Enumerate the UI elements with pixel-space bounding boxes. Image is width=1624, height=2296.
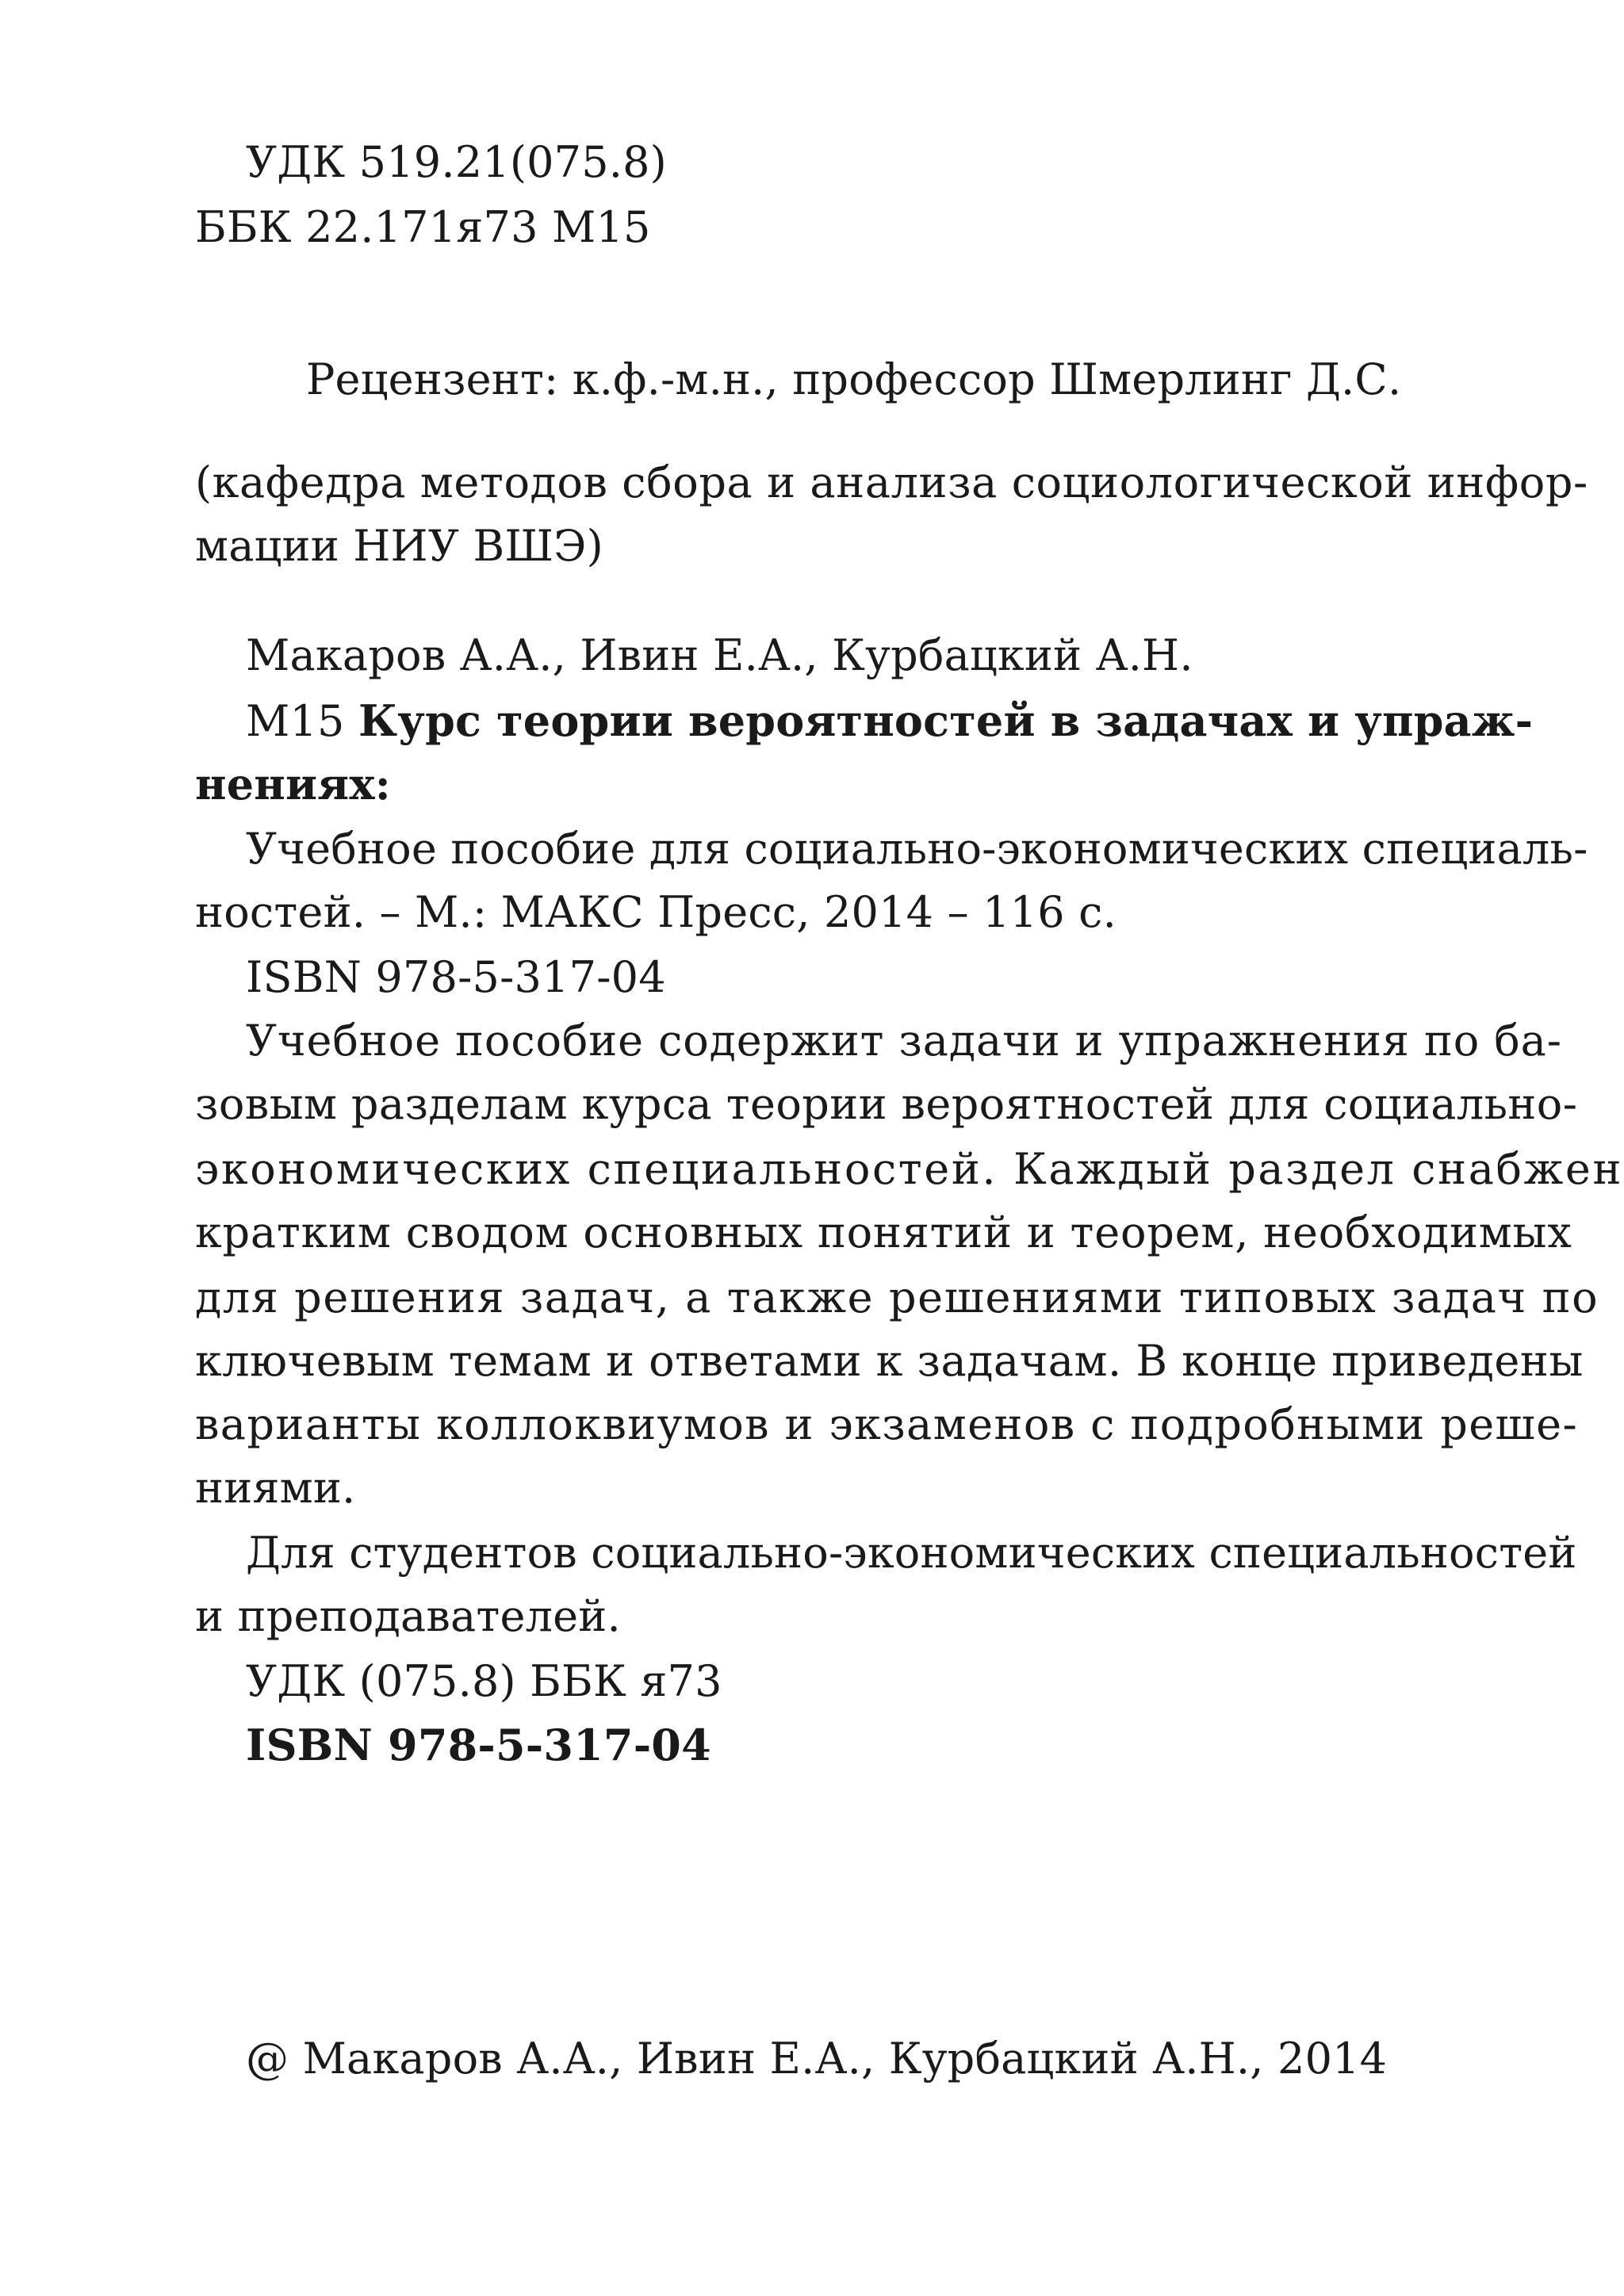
isbn-line: ISBN 978-5-317-04 — [246, 952, 666, 1002]
title-line-1 — [246, 695, 1534, 746]
udk-code: УДК 519.21(075.8) — [246, 137, 667, 187]
reviewer-affiliation-line-1: (кафедра методов сбора и анализа социологической инфор- — [195, 457, 1588, 507]
copyright-line: @ Макаров А.А., Ивин Е.А., Курбацкий А.Н., 2014 — [246, 2034, 1388, 2084]
abstract-line-2: зовым разделам курса теории вероятностей для социально- — [195, 1079, 1578, 1129]
abstract-line-5: для решения задач, а также решениями типовых задач по — [195, 1272, 1599, 1322]
title-line-2: нениях: — [195, 759, 391, 809]
isbn-bold-line: ISBN 978-5-317-04 — [246, 1720, 711, 1770]
subtitle-line-1: Учебное пособие для социально-экономических специаль- — [246, 824, 1588, 874]
audience-line-1: Для студентов социально-экономических специальностей — [246, 1528, 1577, 1578]
abstract-line-8: ниями. — [195, 1463, 356, 1513]
authors-line: Макаров А.А., Ивин Е.А., Курбацкий А.Н. — [246, 630, 1193, 680]
abstract-line-6: ключевым темам и ответами к задачам. В конце приведены — [195, 1336, 1584, 1386]
subtitle-line-2: ностей. – М.: МАКС Пресс, 2014 – 116 с. — [195, 887, 1116, 937]
book-title: Курс теории вероятностей в задачах и упраж- — [358, 695, 1534, 746]
abstract-line-1: Учебное пособие содержит задачи и упражнения по ба- — [246, 1016, 1562, 1066]
abstract-line-4: кратким сводом основных понятий и теорем, необходимых — [195, 1207, 1572, 1257]
abstract-line-7: варианты коллоквиумов и экзаменов с подробными реше- — [195, 1399, 1579, 1449]
catalog-code: М15 — [246, 696, 345, 746]
abstract-line-3: экономических специальностей. Каждый раздел снабжен — [195, 1144, 1624, 1194]
reviewer-affiliation-line-2: мации НИУ ВШЭ) — [195, 521, 603, 571]
udk-bbk-line: УДК (075.8) ББК я73 — [246, 1656, 722, 1706]
audience-line-2: и преподавателей. — [195, 1591, 621, 1641]
reviewer-line: Рецензент: к.ф.-м.н., профессор Шмерлинг Д.С. — [306, 354, 1402, 404]
bbk-code: ББК 22.171я73 М15 — [195, 202, 651, 252]
